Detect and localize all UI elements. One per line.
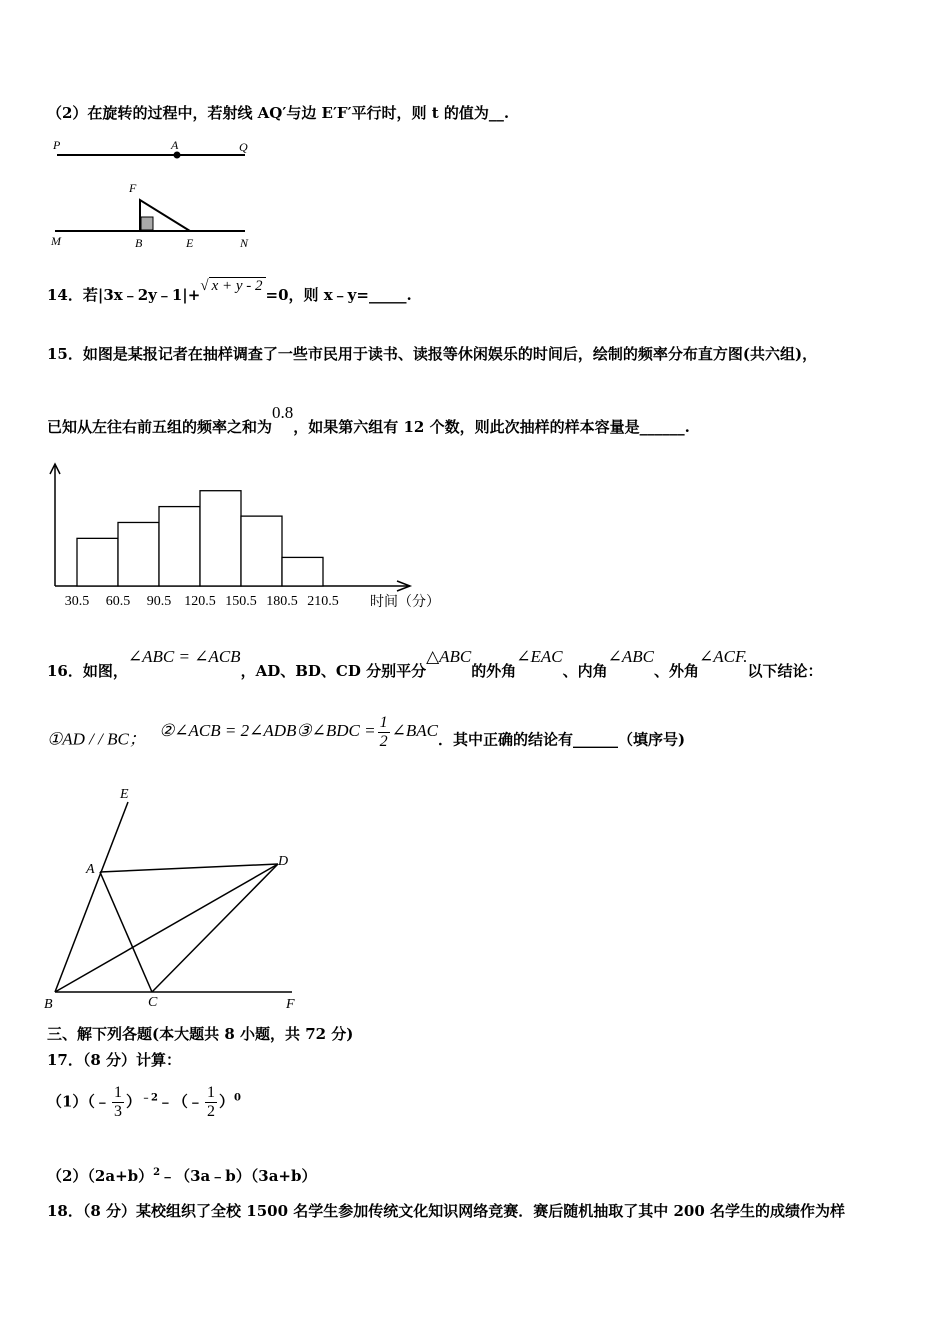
q13-part2-text: （2）在旋转的过程中，若射线 AQ′与边 E′F′平行时，则 t 的值为__. xyxy=(47,104,510,122)
label-c2: C xyxy=(148,995,158,1010)
q17-frac-2: $\frac{1}{2}$ xyxy=(206,1084,215,1120)
q15-line2 xyxy=(47,403,690,437)
x-tick-label: 210.5 xyxy=(307,594,339,609)
segment-cd xyxy=(152,864,278,992)
label-m: M xyxy=(51,234,61,248)
histogram-bar xyxy=(200,491,241,586)
q14-text xyxy=(47,278,412,305)
segment-ad xyxy=(100,864,278,872)
frequency-histogram xyxy=(45,458,465,618)
label-e: E xyxy=(186,236,194,250)
q17-title: 17．（8 分）计算： xyxy=(47,1051,182,1069)
label-f2: F xyxy=(286,997,295,1012)
histogram-bar xyxy=(118,522,159,586)
q16-conclusion-2: ②∠ACB = 2∠ADB③∠BDC = $\frac{1}{2}$ ∠BAC xyxy=(159,714,438,750)
label-e2: E xyxy=(120,787,129,802)
q16-mid3: 、内角 xyxy=(562,662,608,680)
q15-line2-suffix: ，如果第六组有 12 个数，则此次抽样的样本容量是______. xyxy=(293,418,690,436)
q16-mid2: 的外角 xyxy=(471,662,517,680)
q14-sqrt: √ x + y - 2 xyxy=(200,278,265,295)
q16-prefix: 16．如图， xyxy=(47,662,128,680)
right-angle-mark xyxy=(141,217,153,230)
x-tick-label: 150.5 xyxy=(225,594,257,609)
q15-line1 xyxy=(47,343,817,364)
histogram-bar xyxy=(282,557,323,586)
q17-part2: $(2)(2a+b)^2﹣(3a﹣b)(3a+b)$ xyxy=(47,1167,317,1185)
q16-mid1: ，AD、BD、CD 分别平分 xyxy=(240,662,427,680)
q16-angle-abc: ∠ABC xyxy=(607,647,655,666)
q14-suffix: =0，则 x﹣y=_____. xyxy=(265,286,412,304)
histogram-bar xyxy=(159,507,200,586)
q16-line2 xyxy=(47,714,686,759)
q17-part1: （1）（﹣ $\frac{1}{3}$ ）$^{﹣2}$﹣（﹣ $\frac{1}{2}$ ）$^0$ xyxy=(47,1084,241,1120)
label-q: Q xyxy=(239,140,248,154)
label-d2: D xyxy=(278,854,289,869)
label-n: N xyxy=(240,236,249,250)
label-b2: B xyxy=(44,997,53,1012)
q17-frac-1: $\frac{1}{3}$ xyxy=(113,1084,122,1120)
segment-ac xyxy=(100,872,152,992)
label-f: F xyxy=(129,181,137,195)
label-p: P xyxy=(53,138,61,152)
q15-line1-paren: (共六组)， xyxy=(742,345,818,363)
x-axis-label: 时间（分） xyxy=(370,595,440,610)
label-a: A xyxy=(171,138,179,152)
q16-conclusion-1: ①AD / / BC； xyxy=(47,729,146,749)
q16-angle-eac: ∠EAC xyxy=(516,647,563,666)
q16-triangle: △ABC xyxy=(426,647,472,666)
x-tick-label: 120.5 xyxy=(184,594,216,609)
q14-prefix: 14．若|3x﹣2y﹣1|+ xyxy=(47,286,201,304)
segment-bd xyxy=(55,864,278,992)
q16-fraction: $\frac{1}{2}$ xyxy=(379,714,388,750)
x-tick-label: 30.5 xyxy=(64,594,90,609)
q16-line1 xyxy=(47,647,823,681)
q15-value: 0.8 xyxy=(272,403,294,422)
x-tick-label: 180.5 xyxy=(266,594,298,609)
label-b: B xyxy=(135,236,143,250)
section-3-title: 三、解下列各题(本大题共 8 小题，共 72 分) xyxy=(47,1025,354,1043)
triangle-figure xyxy=(40,782,310,1012)
histogram-bar xyxy=(77,538,118,586)
x-tick-label: 90.5 xyxy=(146,594,172,609)
histogram-bar xyxy=(241,516,282,586)
point-a xyxy=(174,152,181,159)
q15-line1-main: 15．如图是某报记者在抽样调查了一些市民用于读书、读报等休闲娱乐的时间后，绘制的频率分布直方图 xyxy=(47,345,743,363)
q14-radicand: x + y - 2 xyxy=(209,277,266,294)
q18-text: 18．（8 分）某校组织了全校 1500 名学生参加传统文化知识网络竞赛．赛后随机抽取了其中 200 名学生的成绩作为样 xyxy=(47,1202,845,1220)
rotation-figure xyxy=(45,135,275,253)
q16-mid4: 、外角 xyxy=(654,662,700,680)
x-tick-label: 60.5 xyxy=(105,594,131,609)
q15-line2-prefix: 已知从左往右前五组的频率之和为 xyxy=(47,418,273,436)
q16-tail: 以下结论： xyxy=(747,662,823,680)
q16-angle-acf: ∠ACF. xyxy=(699,647,748,666)
q16-cond: ∠ABC = ∠ACB xyxy=(127,647,241,666)
q16-end: ．其中正确的结论有______（填序号) xyxy=(437,730,686,749)
label-a2: A xyxy=(86,862,95,877)
ray-be xyxy=(55,802,128,992)
